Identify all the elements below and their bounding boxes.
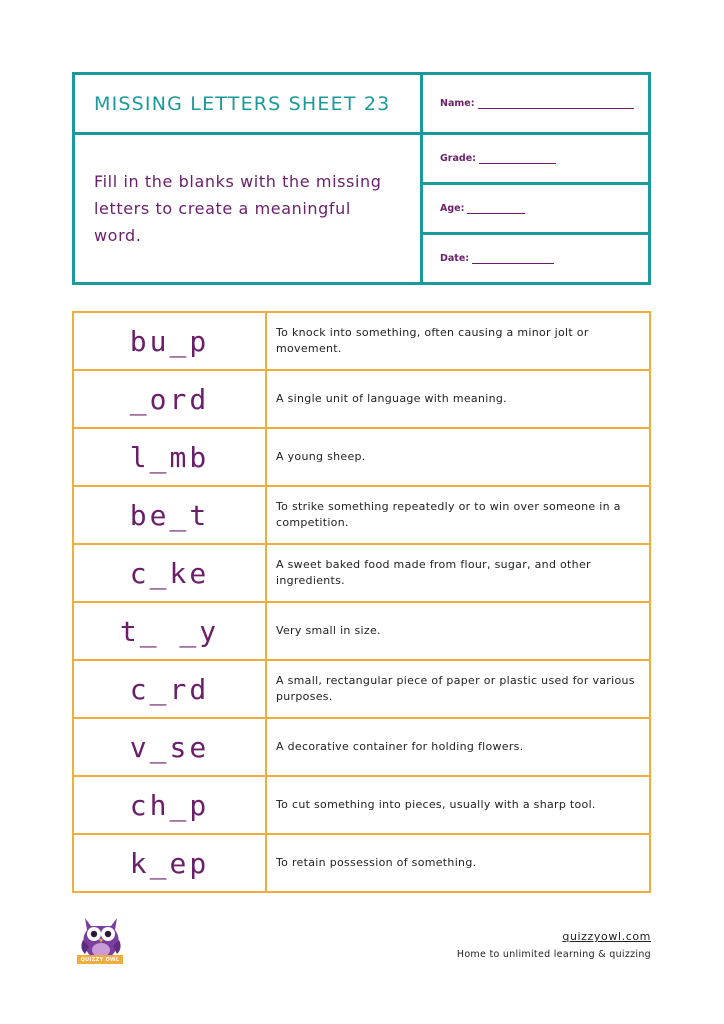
sheet-title: MISSING LETTERS SHEET 23 [75,75,420,135]
missing-letter-word[interactable]: be_t [74,487,267,543]
word-row [74,371,649,429]
word-definition: To strike something repeatedly or to win over someone in a competition. [276,500,621,529]
missing-letter-word[interactable]: bu_p [74,313,267,369]
word-row [74,545,649,603]
name-label: Name: [440,98,475,109]
name-field[interactable] [423,75,648,135]
worksheet-header [72,72,651,285]
word-definition: A single unit of language with meaning. [276,392,507,405]
age-field[interactable] [423,185,648,235]
missing-letter-word[interactable]: k_ep [74,835,267,891]
word-definition: To retain possession of something. [276,856,477,869]
missing-letter-word[interactable]: _ord [74,371,267,427]
grade-label: Grade: [440,153,476,164]
missing-letter-word[interactable]: ch_p [74,777,267,833]
date-field[interactable] [423,235,648,282]
word-definition: A young sheep. [276,450,366,463]
logo-label: QUIZZY OWL [77,955,123,964]
tagline: Home to unlimited learning & quizzing [456,949,651,960]
age-blank[interactable] [467,204,525,214]
word-row [74,835,649,891]
word-table [72,311,651,893]
word-definition: A decorative container for holding flowers. [276,740,524,753]
missing-letter-word[interactable]: v_se [74,719,267,775]
word-definition: Very small in size. [276,624,381,637]
word-row [74,313,649,371]
missing-letter-word[interactable]: c_ke [74,545,267,601]
word-definition: To knock into something, often causing a minor jolt or movement. [276,326,589,355]
word-row [74,777,649,835]
instructions: Fill in the blanks with the missing letters to create a meaningful word. [94,172,382,245]
student-info-fields [423,75,648,282]
site-link[interactable]: quizzyowl.com [562,930,651,943]
word-row [74,719,649,777]
age-label: Age: [440,203,465,214]
grade-field[interactable] [423,135,648,185]
word-row [74,661,649,719]
word-row [74,429,649,487]
grade-blank[interactable] [479,154,556,164]
word-definition: A small, rectangular piece of paper or plastic used for various purposes. [276,674,635,703]
word-definition: A sweet baked food made from flour, sugar, and other ingredients. [276,558,591,587]
date-blank[interactable] [472,254,554,264]
missing-letter-word[interactable]: t_ _y [74,603,267,659]
missing-letter-word[interactable]: l_mb [74,429,267,485]
word-row [74,487,649,545]
word-definition: To cut something into pieces, usually with a sharp tool. [276,798,596,811]
name-blank[interactable] [478,99,634,109]
word-row [74,603,649,661]
header-left [75,75,423,282]
date-label: Date: [440,253,470,264]
missing-letter-word[interactable]: c_rd [74,661,267,717]
